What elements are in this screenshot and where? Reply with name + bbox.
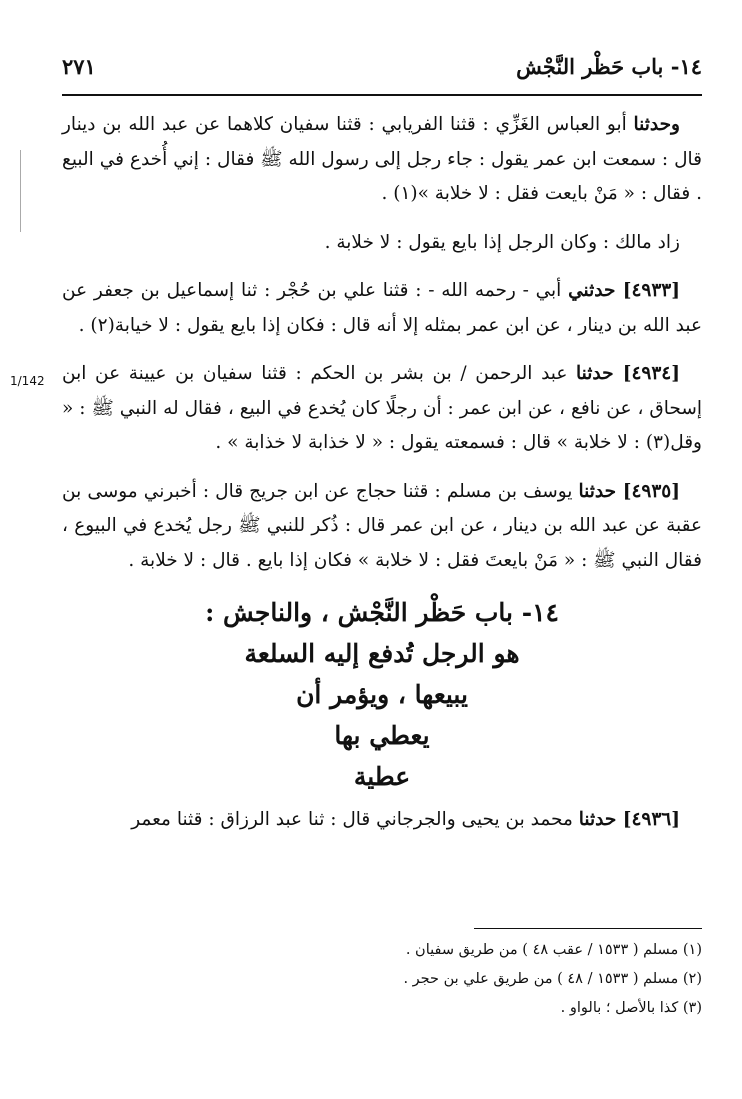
- margin-note: 1/142: [10, 374, 45, 388]
- paragraph: [62, 108, 702, 212]
- paragraph-text: زاد مالك : وكان الرجل إذا بايع يقول : لا خلابة .: [324, 231, 680, 253]
- page-header: [62, 48, 702, 96]
- paragraph-text: يوسف بن مسلم : قثنا حجاج عن ابن جريج قال : أخبرني موسى بن عقبة عن عبد الله بن دينار ، عن ابن عمر قال : ذُكر للنبي ﷺ رجل يُخدع في البيوع ، فقال النبي ﷺ : « مَنْ بايعتَ فقل : لا خلابة » فكان إذا بايع . قال : لا خلابة .: [62, 480, 702, 571]
- footnote-rule: [474, 928, 702, 929]
- section-heading-line: يبيعها ، ويؤمر أن: [296, 680, 468, 709]
- paragraph: [62, 226, 702, 261]
- section-heading-line: ١٤- باب حَظْر النَّجْش ، والناجش :: [205, 598, 559, 627]
- hadith-4933: [62, 274, 702, 343]
- paragraph-text: عبد الرحمن / بن بشر بن الحكم : قثنا سفيان بن عيينة عن ابن إسحاق ، عن نافع ، عن ابن عمر : أن رجلًا كان يُخدع في البيع ، فقال له النبي ﷺ : « وقل(٣) : لا خلابة » قال : فسمعته يقول : « لا خذابة لا خذابة » .: [62, 363, 702, 453]
- chapter-title: ١٤- باب حَظْر النَّجْش: [516, 54, 702, 79]
- hadith-number: [٤٩٣٤] حدثنا: [576, 363, 680, 384]
- paragraph-text: أبي - رحمه الله - : قثنا علي بن حُجْر : ثنا إسماعيل بن جعفر عن عبد الله بن دينار ، عن ابن عمر بمثله إلا أنه قال : فكان إذا بايع يقول : لا خيابة(٢) .: [62, 280, 702, 336]
- section-heading-line: عطية: [353, 762, 411, 791]
- footnotes: [142, 936, 702, 1023]
- hadith-4934: [62, 357, 702, 461]
- footnote: (٣) كذا بالأصل ؛ بالواو .: [560, 1000, 702, 1016]
- hadith-4936: [62, 803, 702, 838]
- hadith-4935: [62, 475, 702, 579]
- hadith-number: [٤٩٣٣] حدثني: [568, 280, 680, 301]
- section-heading-line: هو الرجل تُدفع إليه السلعة: [244, 639, 520, 668]
- hadith-number: [٤٩٣٦] حدثنا: [578, 809, 680, 830]
- paragraph-text: أبو العباس الغَزِّي : قثنا الفريابي : قثنا سفيان كلاهما عن عبد الله بن دينار قال : سمعت ابن عمر يقول : جاء رجل إلى رسول الله ﷺ فقال : إني أُخدع في البيع . فقال : « مَنْ بايعت فقل : لا خلابة »(١) .: [62, 114, 702, 204]
- paragraph-lead: وحدثنا: [633, 114, 680, 135]
- section-heading-line: يعطي بها: [334, 721, 430, 750]
- margin-rule: [20, 150, 21, 232]
- hadith-number: [٤٩٣٥] حدثنا: [578, 480, 680, 502]
- footnote: (٢) مسلم ( ١٥٣٣ / ٤٨ ) من طريق علي بن حجر .: [403, 971, 702, 987]
- paragraph-text: محمد بن يحيى والجرجاني قال : ثنا عبد الرزاق : قثنا معمر: [131, 809, 579, 830]
- page-number: ٢٧١: [62, 54, 96, 79]
- body-text: [62, 108, 702, 852]
- footnote: (١) مسلم ( ١٥٣٣ / عقب ٤٨ ) من طريق سفيان .: [405, 942, 702, 958]
- section-heading: [62, 592, 702, 797]
